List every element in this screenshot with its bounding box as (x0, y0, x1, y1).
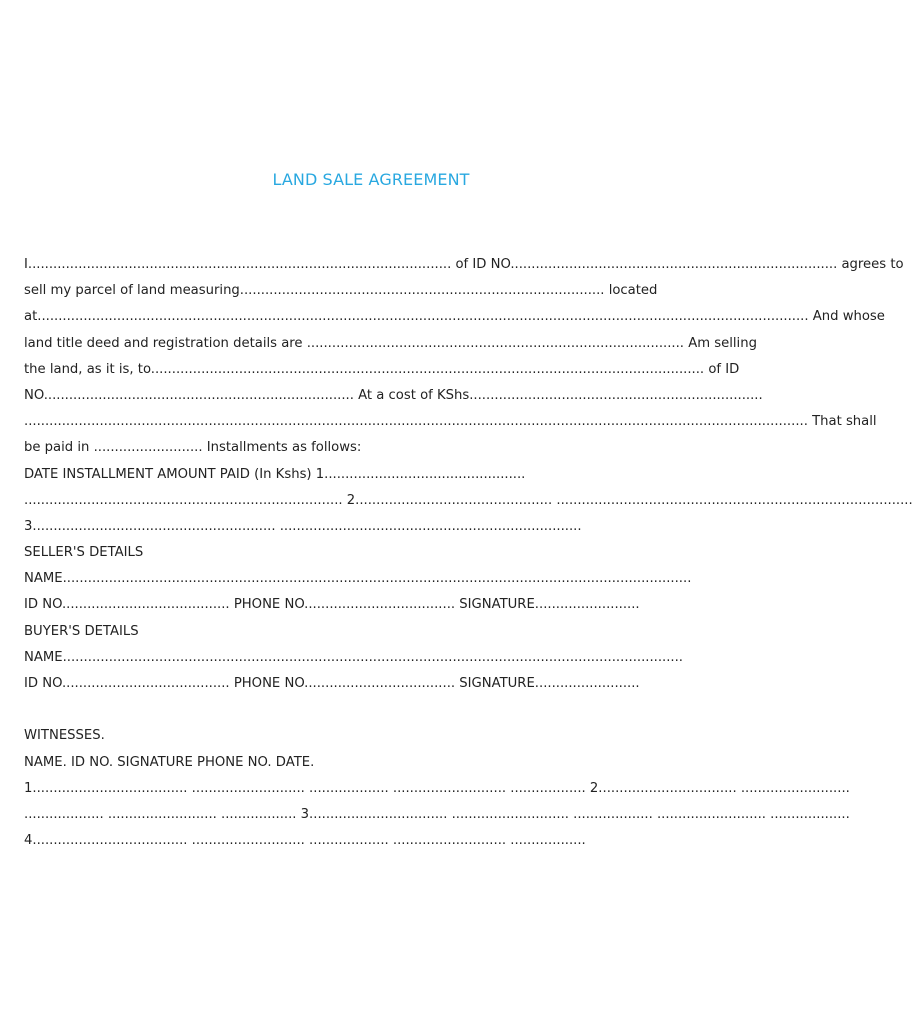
line-installments: be paid in .......................... Installments as follows: (24, 440, 362, 456)
line-land-measuring: sell my parcel of land measuring....................................................................................... located (24, 283, 658, 299)
witnesses-heading: WITNESSES. (24, 728, 105, 744)
seller-name-line: NAME...................................................................................................................................................... (24, 571, 692, 587)
agreement-body (24, 255, 913, 857)
line-located-at: at........................................................................................................................................................................................ And whose (24, 309, 885, 325)
line-sold-to: the land, as it is, to.................................................................................................................................... of ID (24, 361, 740, 377)
line-installment-2: ............................................................................ 2............................................... ..................................................................................... (24, 492, 913, 508)
buyer-id-phone-signature-line: ID NO........................................ PHONE NO.................................... SIGNATURE......................... (24, 676, 640, 691)
line-cost: NO.......................................................................... At a cost of KShs...................................................................... (24, 387, 763, 403)
buyer-name-line: NAME.................................................................................................................................................... (24, 649, 684, 665)
document-title: LAND SALE AGREEMENT (272, 170, 470, 189)
buyers-details-heading: BUYER'S DETAILS (24, 623, 139, 639)
witness-line-1-2: 1..................................... ........................... ................... ........................... .................. 2................................. .......................... (24, 780, 850, 796)
witness-line-3: ................... .......................... .................. 3................................. ............................ ................... .......................... ................... (24, 806, 850, 822)
witness-line-4: 4..................................... ........................... ................... ........................... .................. (24, 833, 586, 849)
line-seller-id: I..................................................................................................... of ID NO.............................................................................. agrees to (24, 257, 904, 272)
seller-id-phone-signature-line: ID NO........................................ PHONE NO.................................... SIGNATURE......................... (24, 597, 640, 613)
line-title-deed: land title deed and registration details are .......................................................................................... Am selling (24, 335, 757, 351)
line-installment-header: DATE INSTALLMENT AMOUNT PAID (In Kshs) 1................................................ (24, 466, 526, 482)
line-cost-continued: ........................................................................................................................................................................................... That shall (24, 414, 877, 430)
line-installment-3: 3.......................................................... ........................................................................ (24, 518, 582, 534)
witness-columns-header: NAME. ID NO. SIGNATURE PHONE NO. DATE. (24, 754, 315, 770)
spacer (24, 700, 766, 726)
sellers-details-heading: SELLER'S DETAILS (24, 545, 144, 561)
